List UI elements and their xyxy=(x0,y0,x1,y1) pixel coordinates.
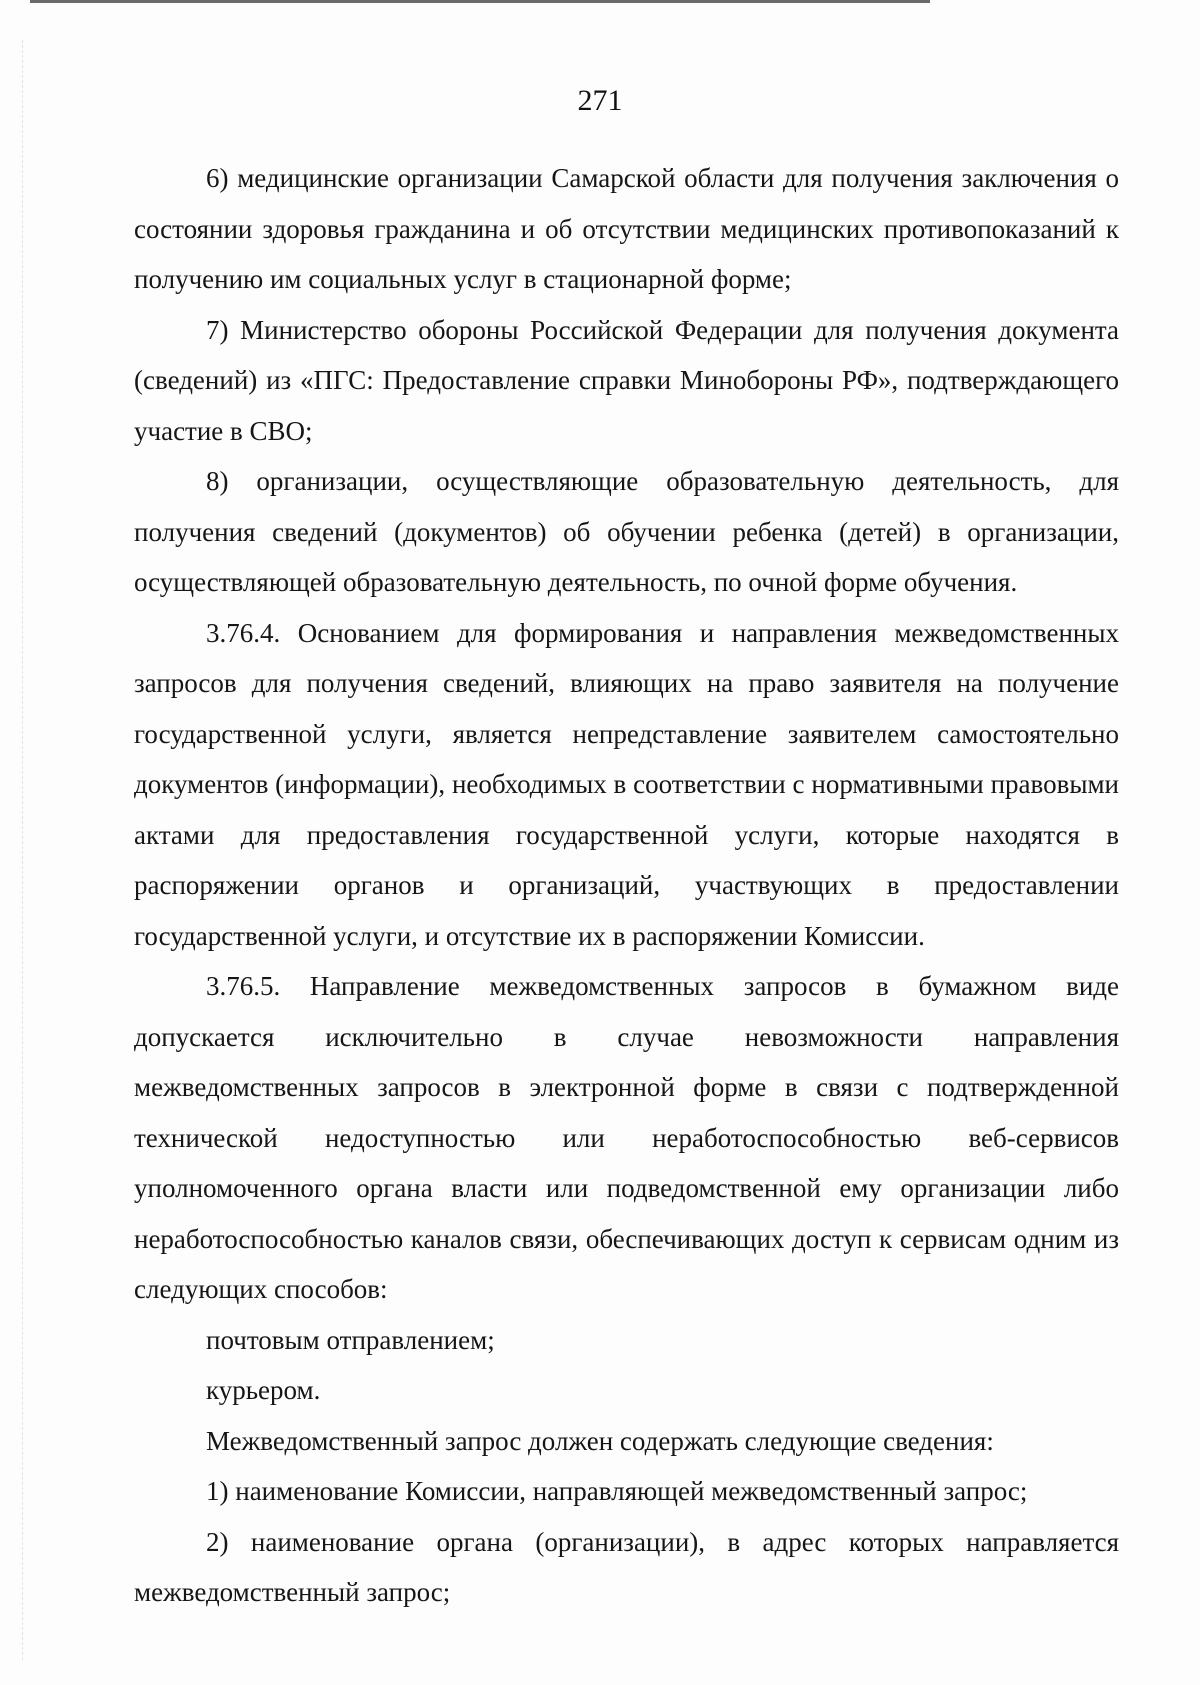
paragraph-request-item-1: 1) наименование Комиссии, направляющей межведомственный запрос; xyxy=(206,1476,1028,1506)
paragraph-request-content: Межведомственный запрос должен содержать следующие сведения: xyxy=(206,1425,994,1456)
scan-edge-artifact xyxy=(22,40,24,1660)
paragraph-item-8: 8) организации, осуществляющие образовательную деятельность, для получения сведений (документов) об обучении ребенка (детей) в организации, осуществляющей образовательную деятельность, по очной форме обучения. xyxy=(134,466,1119,597)
page-number: 271 xyxy=(577,84,623,117)
paragraph-3-76-4: 3.76.4. Основанием для формирования и направления межведомственных запросов для получения сведений, влияющих на право заявителя на получение государственной услуги, является непредставление заявителем самостоятельно документов (информации), необходимых в соответствии с нормативными правовыми актами для предоставления государственной услуги, которые находятся в распоряжении органов и организаций, участвующих в предоставлении государственной услуги, и отсутствие их в распоряжении Комиссии. xyxy=(134,617,1119,951)
paragraph-courier: курьером. xyxy=(206,1375,321,1405)
paragraph-postal: почтовым отправлением; xyxy=(206,1324,495,1355)
top-border-line xyxy=(30,0,930,3)
document-body xyxy=(134,153,1119,1618)
paragraph-3-76-5: 3.76.5. Направление межведомственных запросов в бумажном виде допускается исключительно в случае невозможности направления межведомственных запросов в электронной форме в связи с подтвержденной технической недоступностью или неработоспособностью веб-сервисов уполномоченного органа власти или подведомственной ему организации либо неработоспособностью каналов связи, обеспечивающих доступ к сервисам одним из следующих способов: xyxy=(134,971,1119,1304)
paragraph-item-7: 7) Министерство обороны Российской Федерации для получения документа (сведений) из «ПГС: Предоставление справки Минобороны РФ», подтверждающего участие в СВО; xyxy=(134,314,1119,446)
paragraph-request-item-2: 2) наименование органа (организации), в адрес которых направляется межведомственный запрос; xyxy=(134,1526,1119,1607)
paragraph-item-6: 6) медицинские организации Самарской области для получения заключения о состоянии здоровья гражданина и об отсутствии медицинских противопоказаний к получению им социальных услуг в стационарной форме; xyxy=(134,163,1119,294)
